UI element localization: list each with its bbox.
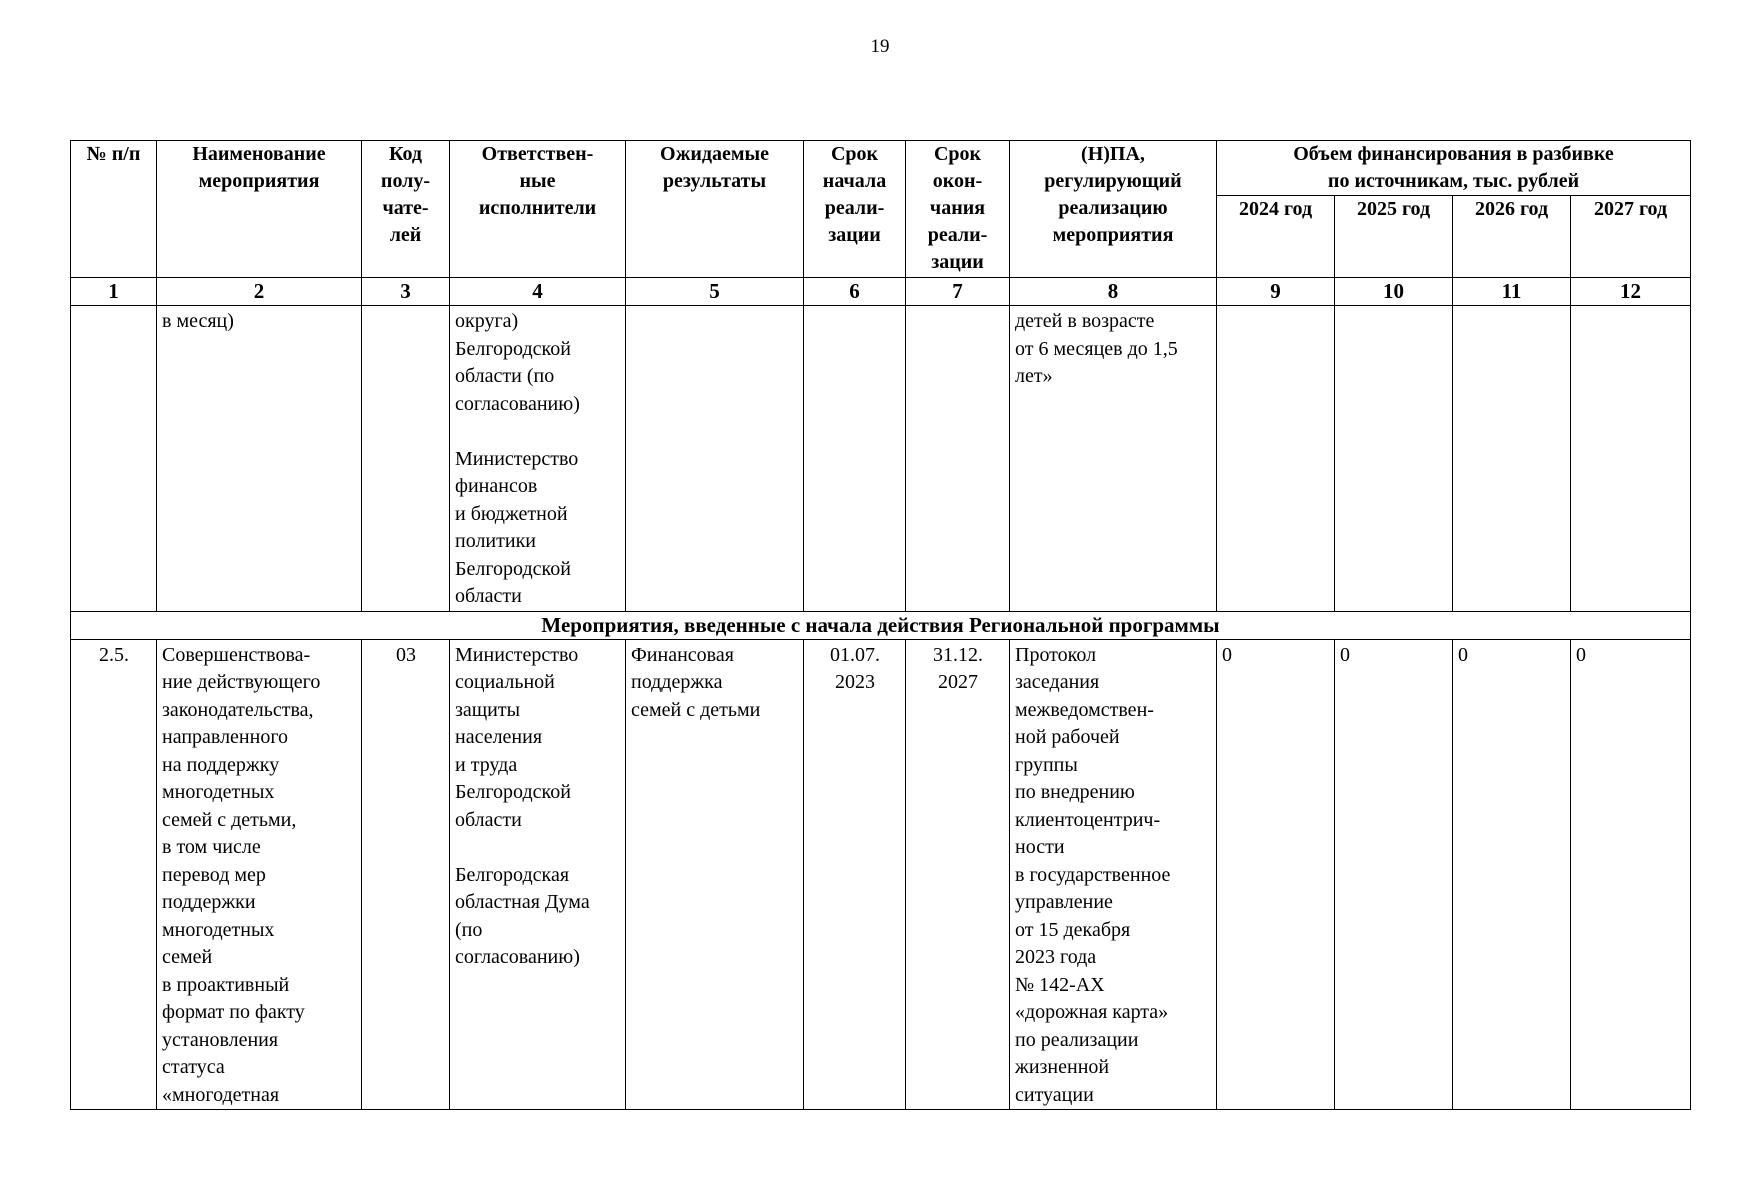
section-row <box>71 611 1691 639</box>
cell-2027: 0 <box>1571 639 1691 1110</box>
header-results: Ожидаемые результаты <box>626 141 804 278</box>
colnum-9: 9 <box>1217 278 1335 306</box>
cell-code: 03 <box>362 639 450 1110</box>
cell-num: 2.5. <box>71 639 157 1110</box>
header-year-2024: 2024 год <box>1217 196 1335 278</box>
cell-2026 <box>1453 306 1571 612</box>
cell-code <box>362 306 450 612</box>
cell-results <box>626 306 804 612</box>
column-numbers-row <box>71 278 1691 306</box>
cell-2025: 0 <box>1335 639 1453 1110</box>
header-start: Срок начала реали- зации <box>804 141 906 278</box>
cell-executors: округа) Белгородской области (по согласованию) Министерство финансов и бюджетной политики Белгородской области <box>450 306 626 612</box>
header-year-2026: 2026 год <box>1453 196 1571 278</box>
cell-npa: детей в возрасте от 6 месяцев до 1,5 лет» <box>1010 306 1217 612</box>
colnum-5: 5 <box>626 278 804 306</box>
cell-start: 01.07. 2023 <box>804 639 906 1110</box>
cell-npa: Протокол заседания межведомствен- ной рабочей группы по внедрению клиентоцентрич- ности в государственное управление от 15 декабря 2023 года № 142-АХ «дорожная карта» по реализации жизненной ситуации <box>1010 639 1217 1110</box>
cell-2025 <box>1335 306 1453 612</box>
colnum-10: 10 <box>1335 278 1453 306</box>
page-number: 19 <box>870 36 890 57</box>
cell-end <box>906 306 1010 612</box>
cell-name: Совершенствова- ние действующего законодательства, направленного на поддержку многодетных семей с детьми, в том числе перевод мер поддержки многодетных семей в проактивный формат по факту установления статуса «многодетная <box>157 639 362 1110</box>
section-title: Мероприятия, введенные с начала действия Региональной программы <box>71 611 1691 639</box>
header-funding: Объем финансирования в разбивке по источникам, тыс. рублей <box>1217 141 1691 196</box>
colnum-3: 3 <box>362 278 450 306</box>
colnum-1: 1 <box>71 278 157 306</box>
header-end: Срок окон- чания реали- зации <box>906 141 1010 278</box>
cell-name: в месяц) <box>157 306 362 612</box>
header-num: № п/п <box>71 141 157 278</box>
cell-executors: Министерство социальной защиты населения и труда Белгородской области Белгородская областная Дума (по согласованию) <box>450 639 626 1110</box>
cell-2027 <box>1571 306 1691 612</box>
cell-2024: 0 <box>1217 639 1335 1110</box>
cell-start <box>804 306 906 612</box>
colnum-8: 8 <box>1010 278 1217 306</box>
header-code: Код полу- чате- лей <box>362 141 450 278</box>
colnum-12: 12 <box>1571 278 1691 306</box>
header-npa: (Н)ПА, регулирующий реализацию мероприятия <box>1010 141 1217 278</box>
table-row <box>71 639 1691 1110</box>
header-name: Наименование мероприятия <box>157 141 362 278</box>
table-row <box>71 306 1691 612</box>
cell-2026: 0 <box>1453 639 1571 1110</box>
cell-2024 <box>1217 306 1335 612</box>
header-year-2025: 2025 год <box>1335 196 1453 278</box>
colnum-4: 4 <box>450 278 626 306</box>
measures-table <box>70 140 1691 1110</box>
header-row <box>71 141 1691 196</box>
colnum-6: 6 <box>804 278 906 306</box>
colnum-2: 2 <box>157 278 362 306</box>
cell-end: 31.12. 2027 <box>906 639 1010 1110</box>
colnum-7: 7 <box>906 278 1010 306</box>
cell-results: Финансовая поддержка семей с детьми <box>626 639 804 1110</box>
colnum-11: 11 <box>1453 278 1571 306</box>
header-year-2027: 2027 год <box>1571 196 1691 278</box>
cell-num <box>71 306 157 612</box>
header-executors: Ответствен- ные исполнители <box>450 141 626 278</box>
